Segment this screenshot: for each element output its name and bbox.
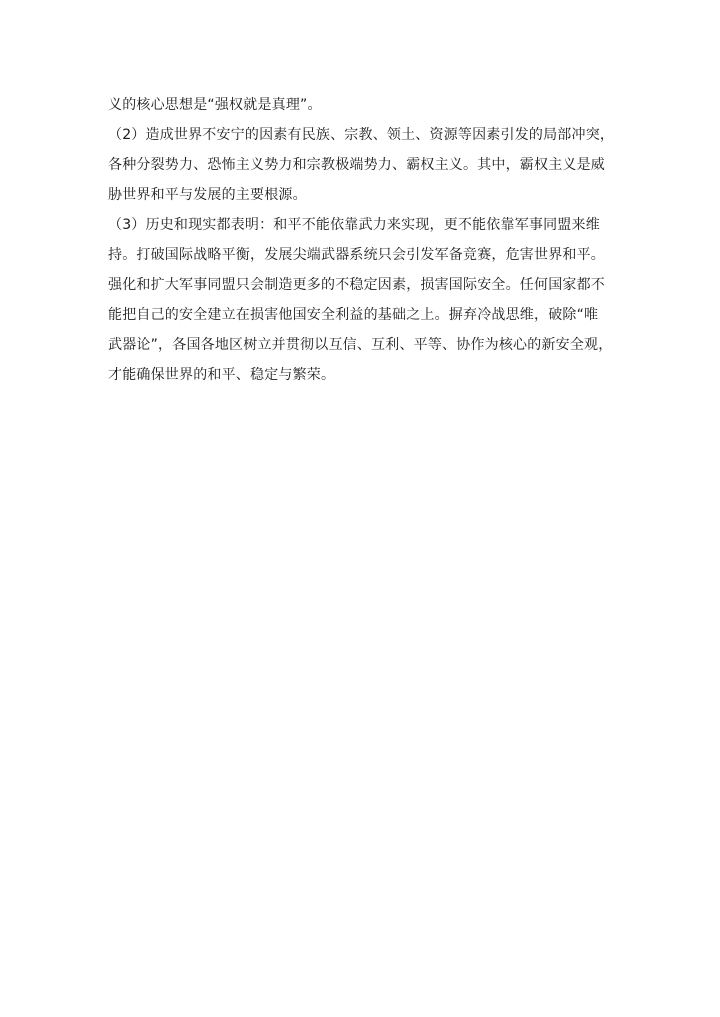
text-line: （3）历史和现实都表明：和平不能依靠武力来实现，更不能依靠军事同盟来维 [108, 217, 600, 233]
text-line: 武器论”，各国各地区树立并贯彻以互信、互利、平等、协作为核心的新安全观， [108, 337, 613, 353]
text-line: 持。打破国际战略平衡，发展尖端武器系统只会引发军备竞赛，危害世界和平。 [108, 247, 605, 263]
text-line: （2）造成世界不安宁的因素有民族、宗教、领土、资源等因素引发的局部冲突， [108, 127, 615, 143]
text-line: 强化和扩大军事同盟只会制造更多的不稳定因素，损害国际安全。任何国家都不 [108, 277, 605, 293]
text-line: 各种分裂势力、恐怖主义势力和宗教极端势力、霸权主义。其中，霸权主义是威 [108, 157, 605, 173]
answer-text-block [108, 90, 628, 390]
text-line: 才能确保世界的和平、稳定与繁荣。 [108, 367, 336, 383]
text-line: 义的核心思想是“强权就是真理”。 [108, 97, 322, 113]
text-line: 能把自己的安全建立在损害他国安全利益的基础之上。摒弃冷战思维，破除“唯 [108, 307, 599, 323]
text-line: 胁世界和平与发展的主要根源。 [108, 187, 307, 203]
